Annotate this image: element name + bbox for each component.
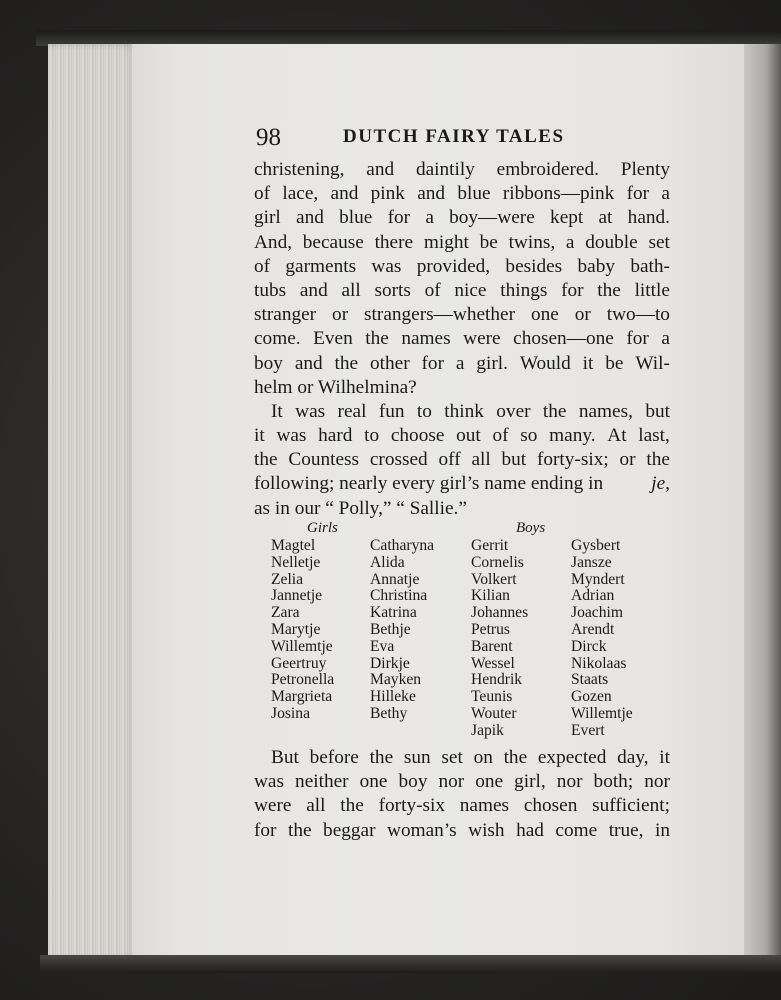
girls-names-column-1 — [271, 538, 334, 723]
text-line: it was hard to choose out of so many. At last, — [254, 425, 670, 447]
name-entry: Teunis — [471, 688, 513, 706]
text-line: as in our “ Polly,” “ Sallie.” — [254, 497, 467, 519]
name-entry: Margrieta — [271, 688, 333, 706]
paragraph-1 — [254, 158, 670, 521]
name-entry: Eva — [370, 637, 395, 655]
name-entry: Volkert — [471, 570, 517, 588]
paragraph-3 — [254, 746, 670, 843]
page-gutter-shadow — [744, 44, 781, 960]
name-entry: Zara — [271, 604, 300, 622]
name-entry: Bethje — [370, 620, 411, 638]
text-line: come. Even the names were chosen—one for a — [254, 328, 670, 350]
name-entry: Jannetje — [271, 587, 323, 605]
name-entry: Nelletje — [271, 553, 321, 571]
name-entry: Annatje — [370, 570, 420, 588]
name-entry: Alida — [370, 553, 405, 571]
name-entry: Marytje — [271, 620, 321, 638]
name-entry: Wessel — [471, 654, 515, 672]
boys-names-column-2 — [571, 538, 633, 740]
name-entry: Adrian — [571, 587, 615, 605]
name-entry: Barent — [471, 637, 513, 655]
name-entry: Katrina — [370, 604, 417, 622]
boys-names-column-1 — [471, 538, 528, 740]
name-entry: Dirkje — [370, 654, 410, 672]
name-entry: Gerrit — [471, 537, 509, 554]
name-entry: Mayken — [370, 671, 422, 689]
running-head-title: DUTCH FAIRY TALES — [343, 126, 565, 147]
italic-suffix-je: je, — [651, 473, 670, 495]
name-entry: Josina — [271, 704, 310, 722]
boys-heading: Boys — [516, 520, 546, 536]
name-entry: Wouter — [471, 704, 517, 722]
text-line: girl and blue for a boy—were kept at hand. — [254, 207, 670, 229]
name-entry: Zelia — [271, 570, 304, 588]
name-entry: Petronella — [271, 671, 335, 689]
text-line: of garments was provided, besides baby bath- — [254, 255, 670, 277]
text-line: the Countess crossed off all but forty-six; or the — [254, 449, 670, 471]
name-entry: Myndert — [571, 570, 625, 588]
text-line: were all the forty-six names chosen sufficient; — [254, 795, 670, 817]
text-line: for the beggar woman’s wish had come true, in — [254, 819, 670, 841]
text-line: christening, and daintily embroidered. Plenty — [254, 159, 670, 180]
page-number: 98 — [256, 124, 281, 151]
name-entry: Kilian — [471, 587, 510, 605]
name-entry: Bethy — [370, 704, 408, 722]
name-entry: Willemtje — [571, 704, 633, 722]
text-line: following; nearly every girl’s name ending in je, — [254, 472, 670, 496]
text-line: tubs and all sorts of nice things for the little — [254, 279, 670, 301]
girls-heading: Girls — [307, 520, 338, 536]
name-entry: Petrus — [471, 620, 510, 638]
name-entry: Jansze — [571, 553, 612, 571]
text-line: boy and the other for a girl. Would it be Wil- — [254, 352, 670, 374]
text-line: helm or Wilhelmina? — [254, 376, 417, 398]
name-entry: Evert — [571, 721, 605, 739]
girls-names-column-2 — [370, 538, 434, 723]
page-header — [252, 124, 672, 154]
text-line: And, because there might be twins, a double set — [254, 231, 670, 253]
text-line: stranger or strangers—whether one or two—to — [254, 304, 670, 326]
name-entry: Magtel — [271, 537, 316, 554]
name-entry: Willemtje — [271, 637, 333, 655]
name-entry: Geertruy — [271, 654, 327, 672]
name-entry: Hilleke — [370, 688, 416, 706]
name-entry: Staats — [571, 671, 609, 689]
book-cover-bottom-edge — [40, 955, 781, 973]
name-entry: Dirck — [571, 637, 607, 655]
page-stack-edge — [48, 44, 138, 960]
text-line: of lace, and pink and blue ribbons—pink for a — [254, 183, 670, 205]
name-entry: Joachim — [571, 604, 623, 622]
name-entry: Johannes — [471, 604, 529, 622]
name-entry: Nikolaas — [571, 654, 627, 672]
text-line: But before the sun set on the expected day, it — [271, 747, 670, 768]
text-line: was neither one boy nor one girl, nor both; nor — [254, 771, 670, 793]
name-entry: Arendt — [571, 620, 615, 638]
name-entry: Gysbert — [571, 537, 621, 554]
text-line: It was real fun to think over the names, but — [271, 400, 670, 422]
name-entry: Christina — [370, 587, 428, 605]
name-entry: Gozen — [571, 688, 612, 706]
name-entry: Catharyna — [370, 537, 435, 554]
name-entry: Cornelis — [471, 553, 524, 571]
name-entry: Japik — [471, 721, 504, 739]
name-entry: Hendrik — [471, 671, 523, 689]
